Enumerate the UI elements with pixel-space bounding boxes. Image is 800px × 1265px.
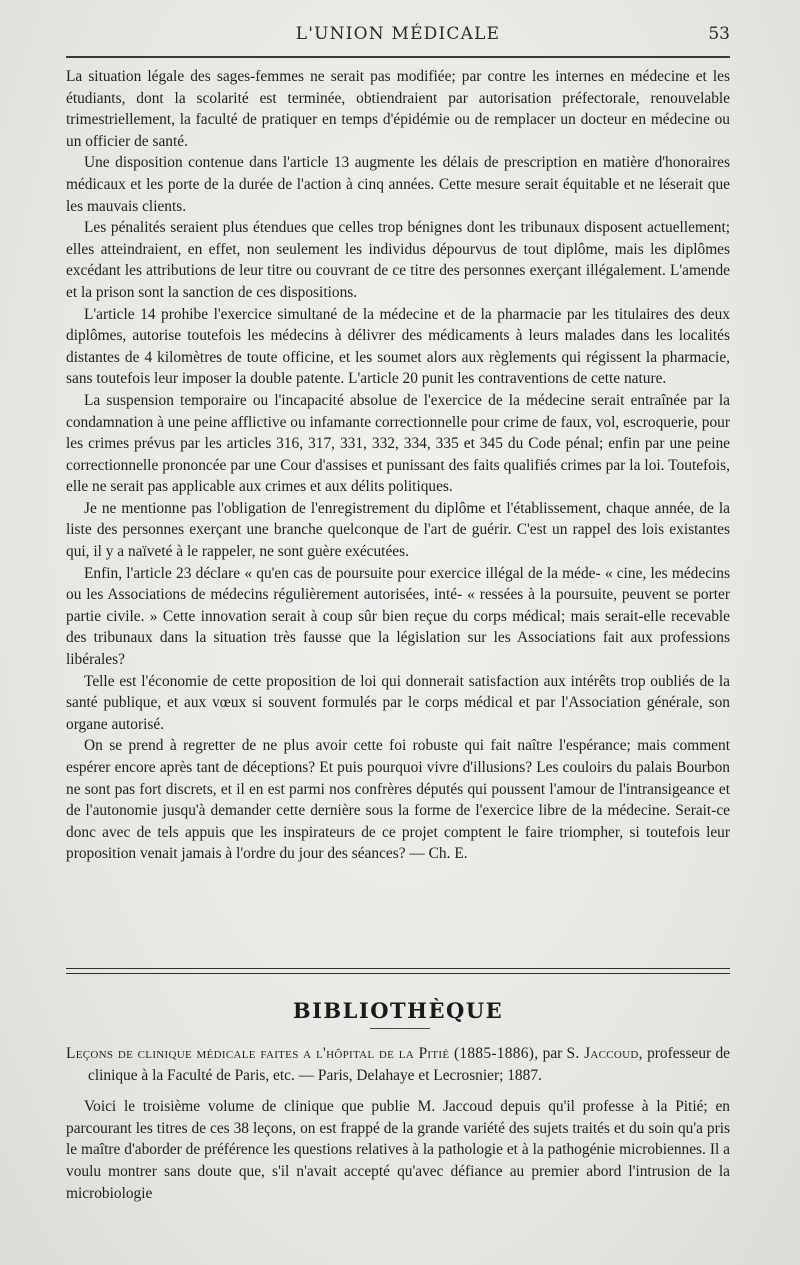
book-title: Leçons de clinique médicale faites a l'hôpital de la Pitié (1885-1886), [66, 1045, 539, 1062]
article-body [66, 66, 730, 865]
page-header [66, 22, 730, 52]
review-paragraph: Voici le troisième volume de clinique que publie M. Jaccoud depuis qu'il professe à la Pitié; en parcourant les titres de ces 38 leçons, on est frappé de la grande variété des sujets traités et du soin qu'a pris le maître d'aborder de préférence les questions relatives à la pathologie et à la pathogénie microbiennes. Il a voulu montrer sans doute que, s'il n'avait accepté qu'avec défiance au premier abord l'intrusion de la microbiologie [66, 1098, 730, 1202]
book-author: S. Jaccoud, [566, 1045, 643, 1062]
article-paragraph: Enfin, l'article 23 déclare « qu'en cas de poursuite pour exercice illégal de la méde- « cine, les médecins ou les Associations de médecins régulièrement autorisées, inté- « ressées à la poursuite, peuvent se porter partie civile. » Cette innovation serait à coup sûr bien reçue du corps médical; mais serait-elle recevable des tribunaux dans la situation très fausse que la législation sur les Associations fait aux professions libérales? [66, 564, 730, 669]
header-rule [66, 56, 730, 58]
article-paragraph: Les pénalités seraient plus étendues que celles trop bénignes dont les tribunaux disposent actuellement; elles atteindraient, en effet, non seulement les individus dépourvus de tout diplôme, mais les diplômes excédant les attributions de leur titre ou couvrant de ce titre des personnes exerçant illégalement. L'amende et la prison sont la sanction de ces dispositions. [66, 219, 730, 301]
article-paragraph: Je ne mentionne pas l'obligation de l'enregistrement du diplôme et l'établissement, chaque année, de la liste des personnes exerçant une branche quelconque de l'art de guérir. C'est un rappel des lois existantes qui, il y a naïveté à le rappeler, ne sont guère exécutées. [66, 499, 730, 561]
section-divider [66, 968, 730, 974]
article-paragraph: La suspension temporaire ou l'incapacité absolue de l'exercice de la médecine serait entraînée par la condamnation à une peine afflictive ou infamante correctionnelle pour crime de faux, vol, escroquerie, pour les crimes prévus par les articles 316, 317, 331, 332, 334, 335 et 345 du Code pénal; enfin par une peine correctionnelle prononcée par une Cour d'assises et punissant des faits qualifiés crimes par la loi. Toutefois, elle ne serait pas applicable aux crimes et aux délits politiques. [66, 391, 730, 496]
section-title: BIBLIOTHÈQUE [292, 998, 504, 1023]
page-number: 53 [708, 24, 730, 44]
article-paragraph: La situation légale des sages-femmes ne serait pas modifiée; par contre les internes en médecine et les étudiants, dont la scolarité est terminée, obtiendraient par autorisation préfectorale, renouvelable trimestriellement, la faculté de pratiquer en temps d'épidémie ou de remplacer un docteur en médecine ou un officier de santé. [66, 68, 730, 150]
article-final-paragraph [66, 735, 730, 865]
article-paragraph-text: On se prend à regretter de ne plus avoir cette foi robuste qui fait naître l'espérance; mais comment espérer encore après tant de déceptions? Et puis pourquoi vivre d'illusions? Les couloirs du palais Bourbon ne sont pas fort discrets, et il en est parmi nos confrères députés qui poussent l'amour de l'intransigeance et de l'autonomie jusqu'à demander cette dernière sous la forme de l'exercice libre de la médecine. Serait-ce donc avec de tels appuis que les inspirateurs de ce projet comptent le faire triompher, si toutefois leur proposition venait jamais à l'ordre du jour des séances? [66, 737, 730, 863]
article-paragraph: L'article 14 prohibe l'exercice simultané de la médecine et de la pharmacie par les titulaires des deux diplômes, autorise toutefois les médecins à délivrer des médicaments à leurs malades dans les localités distantes de 4 kilomètres de toute officine, et les soumet alors aux règlements qui régissent la pharmacie, sans toutefois leur imposer la double patente. L'article 20 punit les contraventions de cette nature. [66, 305, 730, 388]
section-title-underline [370, 1028, 430, 1029]
book-details: professeur de clinique à la Faculté de Paris, etc. — Paris, Delahaye et Lecrosnier; 1887. [88, 1045, 730, 1084]
bibliography-entry [66, 1043, 730, 1086]
running-title: L'UNION MÉDICALE [295, 24, 501, 44]
article-paragraph: Telle est l'économie de cette proposition de loi qui donnerait satisfaction aux intérêts trop oubliés de la santé publique, et aux vœux si souvent formulés par le corps médical et par l'Association générale, son organe autorisé. [66, 672, 730, 733]
article-signature: — Ch. E. [409, 845, 468, 863]
book-by: par [542, 1045, 563, 1062]
bibliography-section [66, 1043, 730, 1204]
article-paragraph: Une disposition contenue dans l'article 13 augmente les délais de prescription en matière d'honoraires médicaux et les porte de la durée de l'action à cinq années. Cette mesure serait équitable et ne léserait que les mauvais clients. [66, 154, 730, 215]
